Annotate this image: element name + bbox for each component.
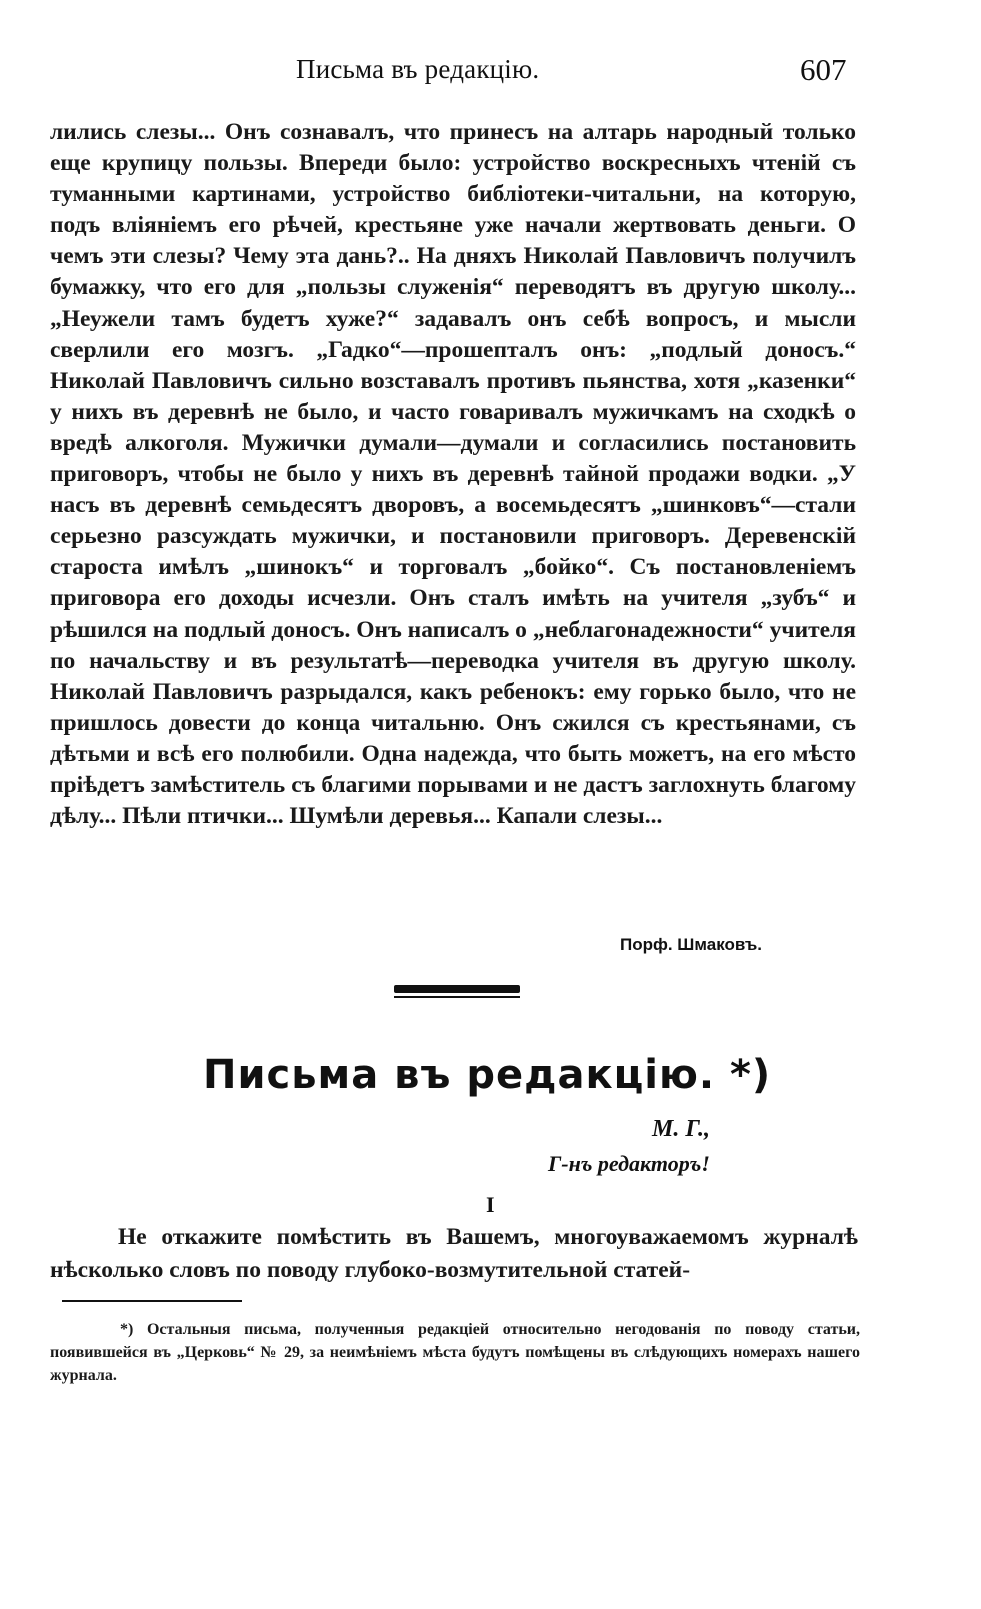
section-title: Письма въ редакцію. *) [203, 1052, 772, 1098]
article-body-text: лились слезы... Онъ сознавалъ, что принесъ на алтарь народный только еще крупицу пользы. Впереди было: устройство воскресныхъ чтеній съ туманными картинами, устройство библіотеки-читальни, на которую, подъ вліяніемъ его рѣчей, крестьяне уже начали жертвовать деньги. О чемъ эти слезы? Чему эта дань?.. На дняхъ Николай Павловичъ получилъ бумажку, что его для „пользы служенія“ переводятъ въ другую школу... „Неужели тамъ будетъ хуже?“ задавалъ онъ себѣ вопросъ, и мысли сверлили его мозгъ. „Гадко“—прошепталъ онъ: „подлый доносъ.“ Николай Павловичъ сильно возставалъ противъ пьянства, хотя „казенки“ у нихъ въ деревнѣ не было, и часто говаривалъ мужичкамъ на сходкѣ о вредѣ алкоголя. Мужички думали—думали и согласились постановить приговоръ, чтобы не было у нихъ въ деревнѣ тайной продажи водки. „У насъ въ деревнѣ семьдесятъ дворовъ, а восемьдесятъ „шинковъ“—стали серьезно разсуждать мужички, и постановили приговоръ. Деревенскій староста имѣлъ „шинокъ“ и торговалъ „бойко“. Съ постановленіемъ приговора его доходы исчезли. Онъ сталъ имѣть на учителя „зубъ“ и рѣшился на подлый доносъ. Онъ написалъ о „неблагонадежности“ учителя по начальству и въ результатѣ—переводка учителя въ другую школу. Николай Павловичъ разрыдался, какъ ребенокъ: ему горько было, что не пришлось довести до конца читальню. Онъ сжился съ крестьянами, съ дѣтьми и всѣ его полюбили. Одна надежда, что быть можетъ, на его мѣсто пріѣдетъ замѣститель съ благими порывами и не дастъ заглохнуть благому дѣлу... Пѣли птички... Шумѣли деревья... Капали слезы... [50, 119, 856, 830]
letter-number: I [486, 1192, 495, 1217]
salutation-line-2: Г-нъ редакторъ! [548, 1151, 710, 1176]
salutation-line-1: М. Г., [652, 1116, 711, 1142]
running-head-title: Письма въ редакцію. [296, 54, 540, 84]
author-signature: Порф. Шмаковъ. [620, 935, 763, 954]
page-number: 607 [800, 52, 847, 87]
section-separator-rule [394, 985, 520, 993]
footnote-rule [62, 1300, 242, 1302]
footnote-text: *) Остальныя письма, полученныя редакціей относительно негодованія по поводу статьи, появившейся въ „Церковь“ № 29, за неимѣніемъ мѣста будутъ помѣщены въ слѣдующихъ номерахъ нашего журнала. [50, 1321, 860, 1384]
letter-body-text: Не откажите помѣстить въ Вашемъ, многоуважаемомъ журналѣ нѣсколько словъ по поводу глубоко-возмутительной статей- [50, 1224, 858, 1283]
